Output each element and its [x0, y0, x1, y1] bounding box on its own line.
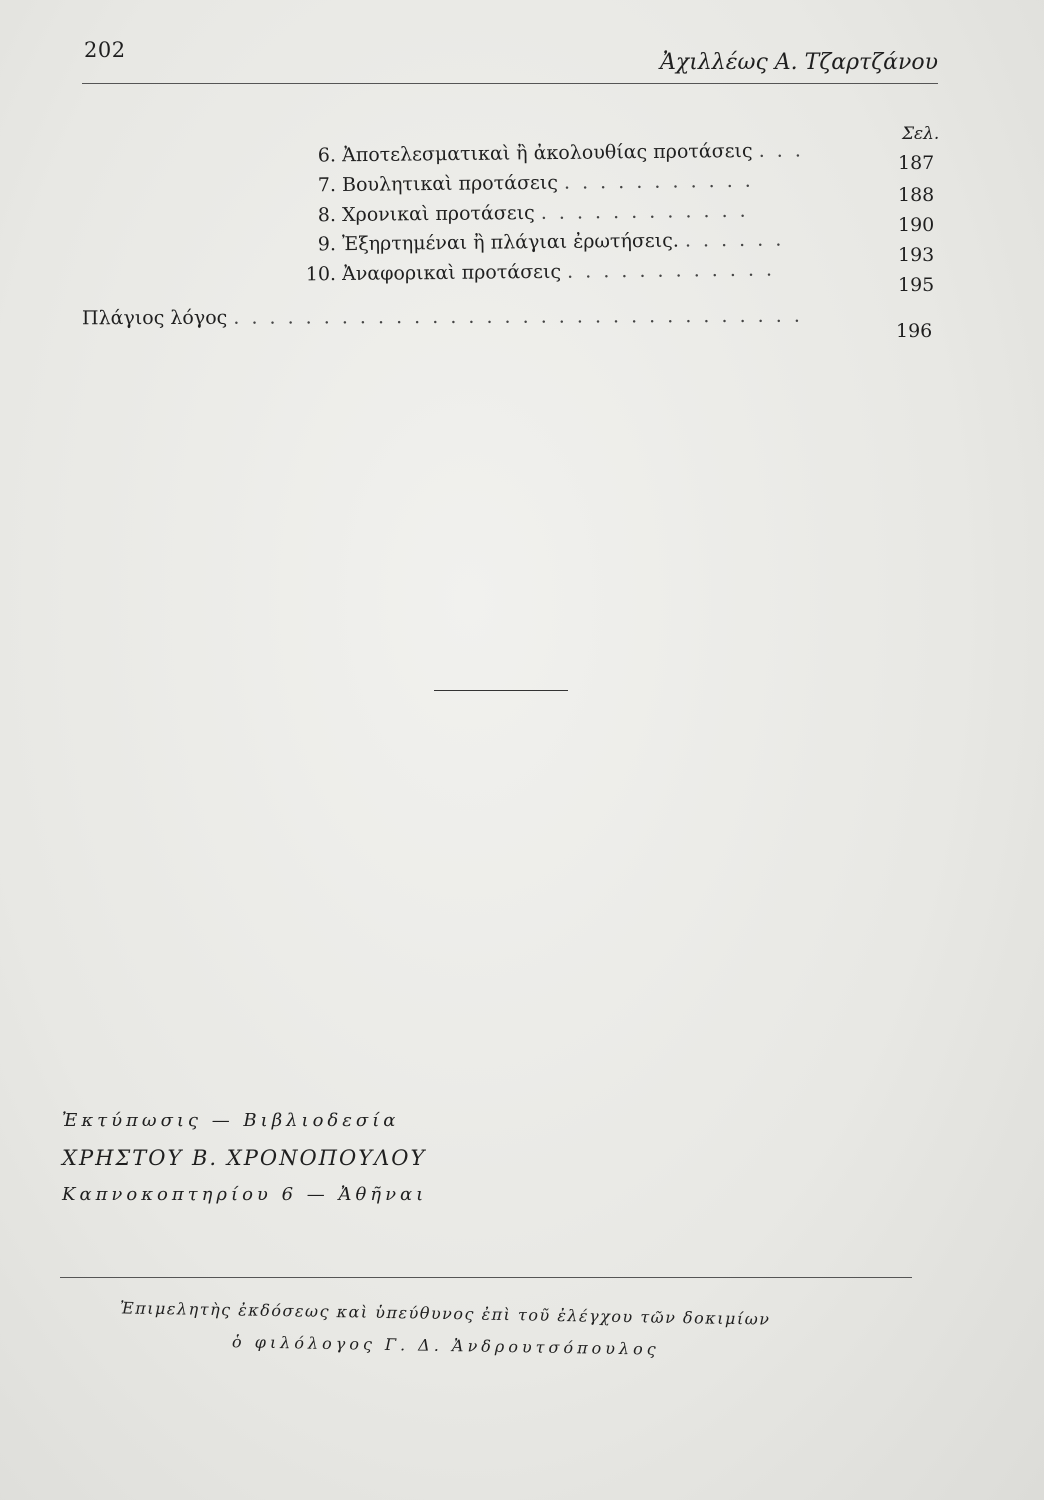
toc-entry [300, 259, 775, 286]
imprint-printer-name: ΧΡΗΣΤΟΥ Β. ΧΡΟΝΟΠΟΥΛΟΥ [62, 1146, 427, 1170]
toc-entry-number: 9. [317, 233, 337, 256]
page-number: 202 [84, 38, 126, 62]
running-header-author: Ἀχιλλέως Α. Τζαρτζάνου [660, 50, 938, 75]
toc-entry-page: 188 [898, 184, 935, 206]
toc-leader-dots: . . . . . . . . . . . . . . . . . . . . . . . . . . . . . . . . [233, 304, 803, 329]
toc-entry-title: Ἀποτελεσματικαὶ ἢ ἀκολουθίας προτάσεις [341, 139, 753, 167]
footer-rule [60, 1277, 912, 1278]
toc-leader-dots: . . . . . . . . . . . [563, 169, 754, 194]
toc-entry-number: 10. [305, 263, 337, 286]
toc-entry [310, 139, 804, 166]
toc-entry [310, 170, 754, 197]
header-rule [82, 83, 938, 84]
toc-entry-title: Χρονικαὶ προτάσεις [341, 201, 535, 226]
footer-editor-note: Ἐπιμελητὴς ἐκδόσεως καὶ ὑπεύθυνος ἐπὶ τοῦ ἐλέγχου τῶν δοκιμίων [119, 1298, 771, 1329]
toc-final-entry [82, 305, 803, 330]
toc-entry-page: 195 [898, 274, 935, 296]
toc-entry-title: Βουλητικαὶ προτάσεις [341, 171, 559, 196]
toc-entry-title: Ἐξηρτημέναι ἢ πλάγιαι ἐρωτήσεις. [341, 229, 679, 256]
toc-entry-page: 187 [898, 152, 935, 174]
imprint-printing-binding: Ἐκτύπωσις — Βιβλιοδεσία [62, 1110, 400, 1131]
toc-entry-page: 190 [898, 214, 935, 236]
toc-entry-title: Πλάγιος λόγος [81, 306, 228, 330]
section-separator [434, 690, 568, 691]
toc-leader-dots: . . . . . . . . . . . . [566, 258, 776, 283]
toc-leader-dots: . . . [758, 139, 804, 162]
toc-leader-dots: . . . . . . [684, 228, 785, 252]
footer-editor-name: ὁ φιλόλογος Γ. Δ. Ἀνδρουτσόπουλος [231, 1332, 660, 1359]
toc-entry [310, 229, 785, 256]
imprint-address: Καπνοκοπτηρίου 6 — Ἀθῆναι [62, 1184, 428, 1205]
page-column-label: Σελ. [902, 124, 940, 144]
toc-entry [310, 200, 749, 227]
toc-entry-number: 7. [317, 174, 337, 197]
toc-entry-page: 193 [898, 244, 935, 266]
toc-entry-number: 6. [317, 144, 337, 167]
toc-entry-number: 8. [317, 204, 337, 227]
toc-entry-page: 196 [896, 320, 933, 342]
toc-entry-title: Ἀναφορικαὶ προτάσεις [341, 260, 562, 286]
toc-leader-dots: . . . . . . . . . . . . [540, 199, 749, 224]
